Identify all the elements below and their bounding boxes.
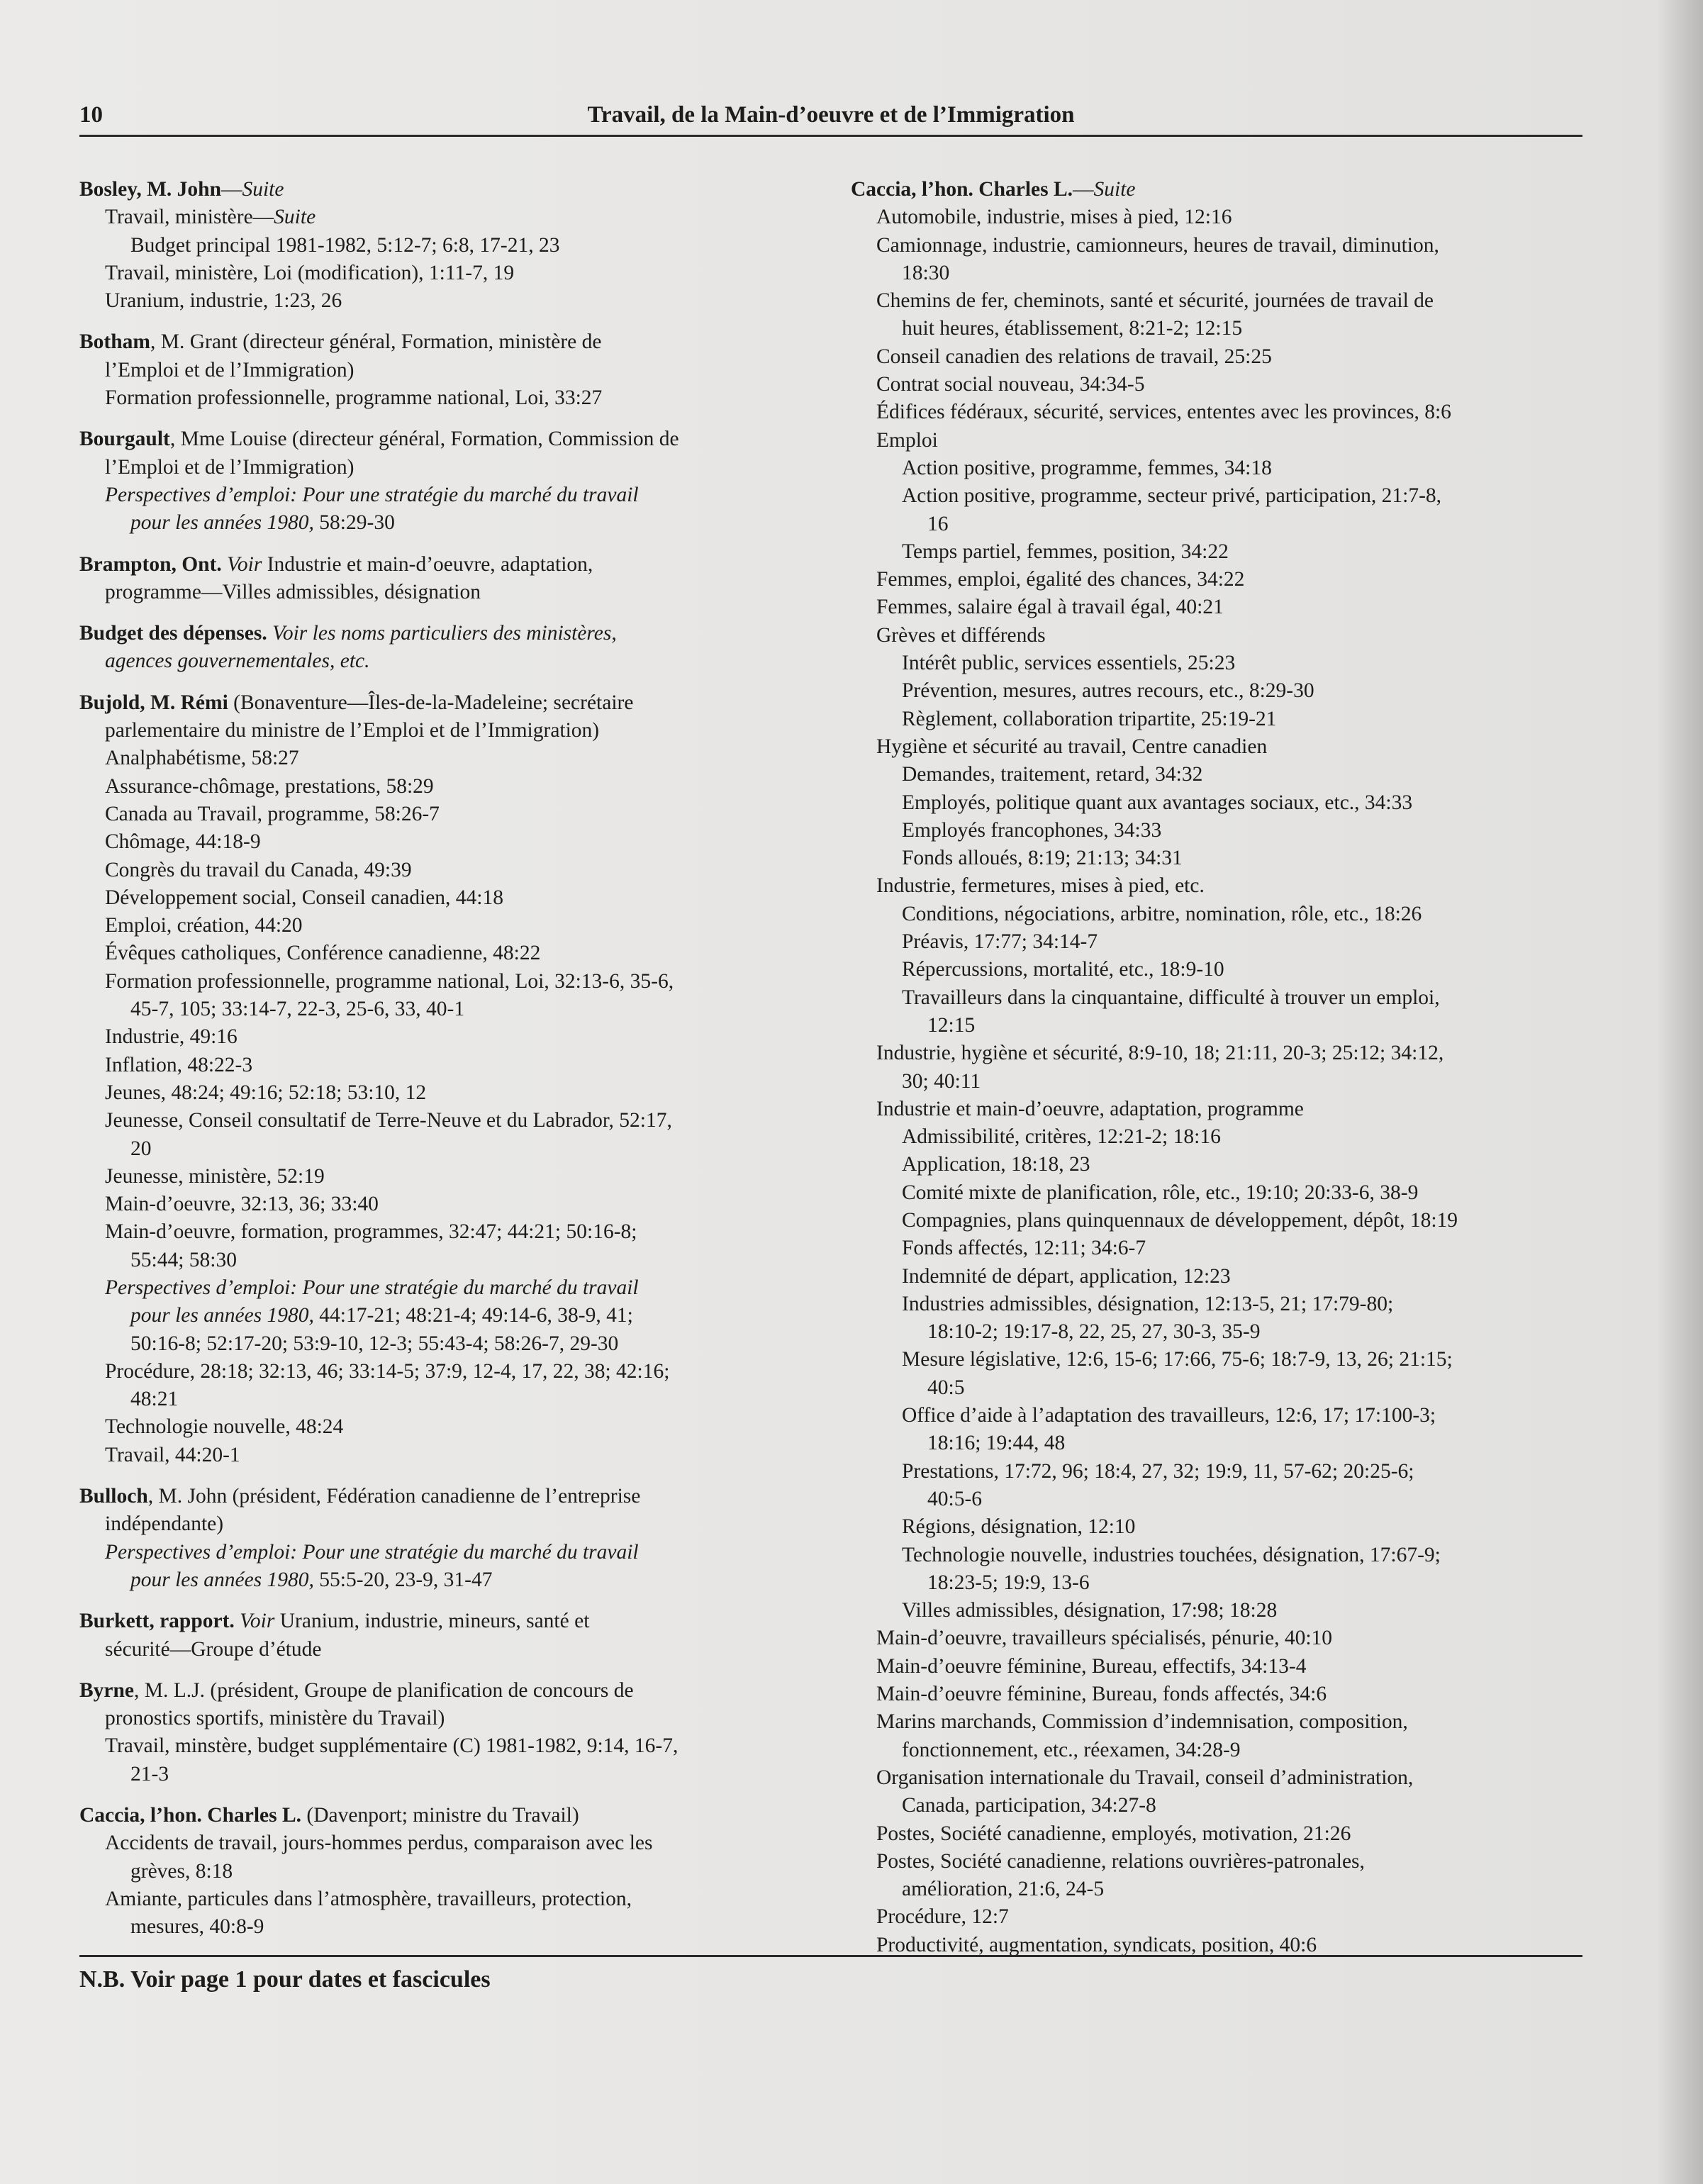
entry-subline <box>79 1302 817 1330</box>
entry-text: Industrie, 49:16 <box>105 1025 238 1049</box>
entry-subline <box>851 1569 1595 1597</box>
entry-text: 18:23-5; 19:9, 13-6 <box>927 1571 1090 1594</box>
entry-subline <box>851 817 1595 845</box>
index-entry <box>79 176 817 315</box>
entry-subline <box>79 357 817 384</box>
entry-text: Hygiène et sécurité au travail, Centre canadien <box>876 735 1268 758</box>
entry-subline <box>851 511 1595 538</box>
entry-headword: Byrne <box>79 1678 135 1702</box>
entry-subline <box>79 912 817 940</box>
entry-text: 50:16-8; 52:17-20; 53:9-10, 12-3; 55:43-4; 58:26-7, 29-30 <box>130 1332 619 1355</box>
entry-subline <box>851 1737 1595 1764</box>
entry-subline <box>851 706 1595 733</box>
italic-text: Suite <box>274 206 316 229</box>
entry-subline <box>79 1829 817 1857</box>
entry-subline <box>851 1486 1595 1513</box>
entry-text: Fonds alloués, 8:19; 21:13; 34:31 <box>902 847 1183 870</box>
entry-subline <box>851 928 1595 956</box>
entry-text: 45-7, 105; 33:14-7, 22-3, 25-6, 33, 40-1 <box>130 998 465 1021</box>
entry-subline <box>79 1247 817 1274</box>
entry-text: Prévention, mesures, autres recours, etc., 8:29-30 <box>902 679 1314 703</box>
entry-subline <box>851 1068 1595 1096</box>
entry-text: Application, 18:18, 23 <box>902 1153 1090 1176</box>
entry-text: Industrie et main-d’oeuvre, adaptation, programme <box>876 1097 1304 1120</box>
entry-subline <box>851 1820 1595 1848</box>
entry-subline <box>79 1274 817 1302</box>
index-entry <box>79 1802 817 1941</box>
footer-rule <box>79 1955 1582 1957</box>
entry-subline <box>79 940 817 967</box>
entry-text: 12:15 <box>927 1013 976 1037</box>
entry-text: Emploi, création, 44:20 <box>105 914 303 937</box>
entry-text: Inflation, 48:22-3 <box>105 1053 253 1076</box>
entry-text: Contrat social nouveau, 34:34-5 <box>876 373 1145 396</box>
entry-subline <box>79 204 817 231</box>
italic-text: pour les années 1980, <box>130 511 314 535</box>
entry-text: Femmes, emploi, égalité des chances, 34:22 <box>876 568 1245 591</box>
entry-subline <box>851 1903 1595 1931</box>
entry-subline <box>851 1681 1595 1708</box>
entry-text: Prestations, 17:72, 96; 18:4, 27, 32; 19:9, 11, 57-62; 20:25-6; <box>902 1459 1414 1483</box>
entry-text: Conseil canadien des relations de travail, 25:25 <box>876 345 1272 368</box>
entry-text: l’Emploi et de l’Immigration) <box>105 358 354 381</box>
entry-text: Régions, désignation, 12:10 <box>902 1515 1136 1539</box>
entry-subline <box>851 1291 1595 1318</box>
entry-subline <box>851 315 1595 342</box>
entry-text: Canada, participation, 34:27-8 <box>902 1794 1156 1817</box>
entry-text: Main-d’oeuvre, formation, programmes, 32:47; 44:21; 50:16-8; <box>105 1220 637 1244</box>
entry-headword: Botham <box>79 330 150 354</box>
entry-subline <box>79 1566 817 1594</box>
entry-subline <box>79 384 817 412</box>
entry-subline <box>851 1402 1595 1430</box>
entry-subline <box>79 1052 817 1079</box>
italic-text: Suite <box>242 178 284 201</box>
entry-subline <box>851 677 1595 705</box>
entry-subline <box>851 1764 1595 1792</box>
entry-heading-line <box>851 176 1595 204</box>
entry-text: 20 <box>130 1137 152 1160</box>
entry-subline <box>851 594 1595 621</box>
entry-subline <box>79 1636 817 1664</box>
entry-text: Uranium, industrie, 1:23, 26 <box>105 289 342 313</box>
entry-text: Jeunes, 48:24; 49:16; 52:18; 53:10, 12 <box>105 1081 427 1104</box>
entry-text: 40:5-6 <box>927 1487 983 1510</box>
entry-text: fonctionnement, etc., réexamen, 34:28-9 <box>902 1738 1241 1761</box>
italic-text: Voir les noms particuliers des ministères, <box>272 622 617 645</box>
entry-subline <box>851 1151 1595 1179</box>
entry-headword: Burkett, rapport. <box>79 1610 235 1633</box>
entry-text: Développement social, Conseil canadien, 44:18 <box>105 886 503 909</box>
entry-subline <box>851 1513 1595 1541</box>
page-number: 10 <box>79 102 103 128</box>
entry-text: 48:21 <box>130 1388 179 1411</box>
entry-text: Femmes, salaire égal à travail égal, 40:21 <box>876 596 1224 619</box>
entry-subline <box>79 260 817 287</box>
entry-headword: Caccia, l’hon. Charles L. <box>79 1804 302 1827</box>
index-entry <box>79 620 817 676</box>
entry-text: Canada au Travail, programme, 58:26-7 <box>105 802 440 825</box>
entry-headword: Bosley, M. John <box>79 178 221 201</box>
entry-text: Villes admissibles, désignation, 17:98; 18:28 <box>902 1599 1278 1622</box>
entry-heading-line <box>79 551 817 579</box>
entry-subline <box>851 1374 1595 1402</box>
entry-subline <box>851 232 1595 260</box>
entry-text: Temps partiel, femmes, position, 34:22 <box>902 540 1229 563</box>
footer-note: N.B. Voir page 1 pour dates et fascicules <box>79 1966 491 1993</box>
entry-text: (Bonaventure—Îles-de-la-Madeleine; secrétaire <box>228 691 634 714</box>
entry-text: Main-d’oeuvre féminine, Bureau, fonds affectés, 34:6 <box>876 1683 1327 1706</box>
index-entry <box>79 689 817 1469</box>
entry-subline <box>851 1625 1595 1652</box>
entry-text: Travail, ministère— <box>105 206 274 229</box>
entry-text: Employés francophones, 34:33 <box>902 818 1162 842</box>
running-title: Travail, de la Main-d’oeuvre et de l’Immigration <box>587 102 1075 128</box>
entry-subline <box>851 455 1595 482</box>
entry-text: Répercussions, mortalité, etc., 18:9-10 <box>902 958 1224 981</box>
entry-text: Main-d’oeuvre féminine, Bureau, effectifs, 34:13-4 <box>876 1654 1307 1678</box>
entry-subline <box>851 1235 1595 1262</box>
entry-subline <box>79 996 817 1023</box>
italic-text: Perspectives d’emploi: Pour une stratégie du marché du travail <box>105 1276 639 1299</box>
entry-text: 58:29-30 <box>313 511 395 535</box>
entry-heading-line <box>79 1608 817 1635</box>
entry-subline <box>79 1358 817 1386</box>
entry-text: 55:44; 58:30 <box>130 1248 237 1271</box>
entry-subline <box>79 1913 817 1941</box>
entry-text: Comité mixte de planification, rôle, etc., 19:10; 20:33-6, 38-9 <box>902 1181 1419 1204</box>
entry-text: Amiante, particules dans l’atmosphère, travailleurs, protection, <box>105 1887 632 1910</box>
entry-subline <box>79 828 817 856</box>
entry-subline <box>851 845 1595 872</box>
book-spine-shadow <box>1658 0 1703 2184</box>
entry-subline <box>851 1346 1595 1374</box>
entry-subline <box>79 579 817 606</box>
entry-headword: Budget des dépenses. <box>79 622 267 645</box>
entry-text: Productivité, augmentation, syndicats, position, 40:6 <box>876 1933 1317 1956</box>
entry-heading-line <box>79 689 817 717</box>
entry-subline <box>79 1510 817 1538</box>
entry-text: mesures, 40:8-9 <box>130 1915 264 1939</box>
entry-subline <box>79 509 817 537</box>
entry-text: programme—Villes admissibles, désignation <box>105 580 481 603</box>
entry-text: l’Emploi et de l’Immigration) <box>105 455 354 479</box>
entry-text: Employés, politique quant aux avantages sociaux, etc., 34:33 <box>902 791 1413 814</box>
index-entry <box>79 551 817 607</box>
left-column <box>79 176 817 1955</box>
entry-text: Fonds affectés, 12:11; 34:6-7 <box>902 1237 1146 1260</box>
entry-text: Évêques catholiques, Conférence canadienne, 48:22 <box>105 942 541 965</box>
entry-text: Mesure législative, 12:6, 15-6; 17:66, 75-6; 18:7-9, 13, 26; 21:15; <box>902 1348 1453 1371</box>
entry-subline <box>851 287 1595 315</box>
entry-text: Grèves et différends <box>876 623 1046 647</box>
entry-subline <box>851 1096 1595 1123</box>
entry-subline <box>851 1653 1595 1681</box>
entry-subline <box>851 733 1595 761</box>
entry-text: Indemnité de départ, application, 12:23 <box>902 1264 1231 1288</box>
entry-text: Action positive, programme, femmes, 34:18 <box>902 456 1272 479</box>
entry-subline <box>79 647 817 675</box>
entry-heading-line <box>79 620 817 647</box>
entry-text: — <box>220 178 242 201</box>
entry-subline <box>79 773 817 801</box>
entry-subline <box>79 1330 817 1358</box>
entry-subline <box>851 482 1595 510</box>
entry-subline <box>79 1732 817 1760</box>
entry-subline <box>851 399 1595 426</box>
entry-subline <box>79 287 817 315</box>
entry-text: Chômage, 44:18-9 <box>105 830 261 854</box>
entry-text: Travail, minstère, budget supplémentaire (C) 1981-1982, 9:14, 16-7, <box>105 1734 679 1758</box>
entry-subline <box>851 1123 1595 1151</box>
entry-heading-line <box>79 1483 817 1510</box>
entry-text: sécurité—Groupe d’étude <box>105 1637 322 1661</box>
entry-text: Formation professionnelle, programme national, Loi, 33:27 <box>105 386 603 410</box>
italic-text: Voir <box>240 1610 275 1633</box>
entry-text: , Mme Louise (directeur général, Formation, Commission de <box>169 428 679 451</box>
entry-subline <box>79 481 817 509</box>
entry-subline <box>851 1040 1595 1067</box>
entry-headword: Bourgault <box>79 428 170 451</box>
entry-heading-line <box>79 425 817 453</box>
entry-text: Office d’aide à l’adaptation des travailleurs, 12:6, 17; 17:100-3; <box>902 1404 1436 1427</box>
entry-text: Congrès du travail du Canada, 49:39 <box>105 858 412 881</box>
entry-subline <box>851 1179 1595 1207</box>
entry-subline <box>79 232 817 260</box>
entry-subline <box>851 901 1595 928</box>
index-entry <box>79 1608 817 1664</box>
entry-subline <box>851 566 1595 594</box>
entry-heading-line <box>79 1677 817 1705</box>
entry-text: Technologie nouvelle, 48:24 <box>105 1415 344 1439</box>
entry-subline <box>851 1318 1595 1346</box>
entry-subline <box>851 1542 1595 1569</box>
entry-text: Industrie, fermetures, mises à pied, etc. <box>876 874 1205 898</box>
entry-subline <box>851 622 1595 650</box>
entry-subline <box>79 1191 817 1218</box>
entry-text: 44:17-21; 48:21-4; 49:14-6, 38-9, 41; <box>313 1304 633 1327</box>
entry-text: (Davenport; ministre du Travail) <box>301 1804 579 1827</box>
entry-text: Main-d’oeuvre, travailleurs spécialisés, pénurie, 40:10 <box>876 1627 1333 1650</box>
entry-text: Assurance-chômage, prestations, 58:29 <box>105 774 434 798</box>
entry-headword: Caccia, l’hon. Charles L. <box>851 178 1073 201</box>
entry-text: Conditions, négociations, arbitre, nomination, rôle, etc., 18:26 <box>902 902 1422 925</box>
entry-text: Accidents de travail, jours-hommes perdus, comparaison avec les <box>105 1832 653 1855</box>
entry-subline <box>79 1858 817 1885</box>
entry-text: grèves, 8:18 <box>130 1859 233 1883</box>
entry-text: indépendante) <box>105 1512 224 1536</box>
entry-text: huit heures, établissement, 8:21-2; 12:15 <box>902 317 1243 340</box>
italic-text: pour les années 1980, <box>130 1568 314 1591</box>
entry-headword: Brampton, Ont. <box>79 552 222 576</box>
entry-text: parlementaire du ministre de l’Emploi et de l’Immigration) <box>105 719 600 742</box>
entry-headword: Bujold, M. Rémi <box>79 691 228 714</box>
entry-text: Industries admissibles, désignation, 12:13-5, 21; 17:79-80; <box>902 1292 1394 1315</box>
entry-subline <box>79 968 817 996</box>
entry-subline <box>851 343 1595 371</box>
entry-subline <box>79 1442 817 1469</box>
entry-subline <box>79 1386 817 1413</box>
entry-subline <box>851 956 1595 984</box>
entry-subline <box>851 872 1595 900</box>
entry-text: Main-d’oeuvre, 32:13, 36; 33:40 <box>105 1193 379 1216</box>
entry-subline <box>851 1876 1595 1903</box>
entry-subline <box>851 427 1595 455</box>
entry-text: Uranium, industrie, mineurs, santé et <box>274 1610 590 1633</box>
entry-text <box>267 622 272 645</box>
entry-subline <box>851 371 1595 399</box>
entry-subline <box>79 1761 817 1788</box>
entry-text: Industrie, hygiène et sécurité, 8:9-10, 18; 21:11, 20-3; 25:12; 34:12, <box>876 1042 1444 1065</box>
entry-subline <box>851 1597 1595 1625</box>
entry-text: 55:5-20, 23-9, 31-47 <box>313 1568 493 1591</box>
entry-subline <box>851 1430 1595 1457</box>
index-entry <box>79 328 817 412</box>
entry-text: , M. John (président, Fédération canadienne de l’entreprise <box>147 1485 641 1508</box>
entry-text: Jeunesse, ministère, 52:19 <box>105 1164 325 1188</box>
entry-text: Marins marchands, Commission d’indemnisation, composition, <box>876 1710 1408 1734</box>
entry-text: , M. L.J. (président, Groupe de planification de concours de <box>134 1678 634 1702</box>
entry-subline <box>79 1218 817 1246</box>
entry-text: Demandes, traitement, retard, 34:32 <box>902 763 1203 786</box>
entry-text: Formation professionnelle, programme national, Loi, 32:13-6, 35-6, <box>105 969 674 993</box>
entry-subline <box>851 1708 1595 1736</box>
entry-text: Automobile, industrie, mises à pied, 12:16 <box>876 206 1232 229</box>
italic-text: Voir <box>227 552 262 576</box>
entry-subline <box>79 857 817 884</box>
entry-subline <box>851 204 1595 231</box>
page-header <box>79 99 1582 137</box>
entry-text: Postes, Société canadienne, employés, motivation, 21:26 <box>876 1822 1351 1845</box>
entry-text: Emploi <box>876 428 938 452</box>
entry-subline <box>79 745 817 772</box>
index-entry <box>79 1677 817 1788</box>
entry-heading-line <box>79 1802 817 1829</box>
entry-text: Camionnage, industrie, camionneurs, heures de travail, diminution, <box>876 233 1439 257</box>
entry-text: Travail, 44:20-1 <box>105 1443 240 1466</box>
entry-text: 18:10-2; 19:17-8, 22, 25, 27, 30-3, 35-9 <box>927 1320 1261 1344</box>
right-column <box>851 176 1595 1973</box>
entry-text: Budget principal 1981-1982, 5:12-7; 6:8, 17-21, 23 <box>130 233 560 257</box>
entry-text: 30; 40:11 <box>902 1069 981 1093</box>
entry-text: Chemins de fer, cheminots, santé et sécurité, journées de travail de <box>876 289 1434 313</box>
entry-subline <box>79 801 817 828</box>
entry-text: Organisation internationale du Travail, conseil d’administration, <box>876 1766 1414 1789</box>
entry-subline <box>79 1023 817 1051</box>
entry-text: Procédure, 28:18; 32:13, 46; 33:14-5; 37:9, 12-4, 17, 22, 38; 42:16; <box>105 1359 670 1383</box>
entry-text: 16 <box>927 512 949 535</box>
entry-text: Jeunesse, Conseil consultatif de Terre-Neuve et du Labrador, 52:17, <box>105 1109 672 1132</box>
entry-subline <box>851 984 1595 1012</box>
entry-subline <box>79 1413 817 1441</box>
entry-text: Travail, ministère, Loi (modification), 1:11-7, 19 <box>105 261 515 284</box>
entry-text: Industrie et main-d’oeuvre, adaptation, <box>262 552 593 576</box>
entry-text: 18:16; 19:44, 48 <box>927 1432 1066 1455</box>
entry-subline <box>851 1848 1595 1876</box>
entry-text: Procédure, 12:7 <box>876 1905 1009 1929</box>
entry-text: 21-3 <box>130 1762 169 1785</box>
entry-subline <box>79 717 817 745</box>
entry-text: Intérêt public, services essentiels, 25:23 <box>902 652 1236 675</box>
entry-subline <box>79 1705 817 1732</box>
entry-text: pronostics sportifs, ministère du Travail) <box>105 1707 445 1730</box>
entry-subline <box>79 884 817 912</box>
entry-subline <box>79 1885 817 1913</box>
entry-subline <box>851 538 1595 566</box>
entry-text: Technologie nouvelle, industries touchées, désignation, 17:67-9; <box>902 1543 1441 1566</box>
entry-text: 18:30 <box>902 261 950 284</box>
italic-text: pour les années 1980, <box>130 1304 314 1327</box>
index-entry <box>79 425 817 537</box>
entry-text: , M. Grant (directeur général, Formation, ministère de <box>150 330 602 354</box>
italic-text: agences gouvernementales, etc. <box>105 650 370 673</box>
entry-text: Admissibilité, critères, 12:21-2; 18:16 <box>902 1125 1221 1149</box>
entry-subline <box>79 1107 817 1135</box>
entry-heading-line <box>79 176 817 204</box>
entry-text: 40:5 <box>927 1376 965 1399</box>
entry-text: Préavis, 17:77; 34:14-7 <box>902 930 1098 954</box>
italic-text: Suite <box>1093 178 1136 201</box>
entry-subline <box>851 1207 1595 1235</box>
entry-subline <box>851 1012 1595 1040</box>
entry-subline <box>79 1135 817 1163</box>
entry-text: Analphabétisme, 58:27 <box>105 747 299 770</box>
entry-headword: Bulloch <box>79 1485 148 1508</box>
index-entry <box>79 1483 817 1594</box>
entry-subline <box>79 454 817 481</box>
entry-text: Postes, Société canadienne, relations ouvrières-patronales, <box>876 1849 1365 1873</box>
entry-subline <box>79 1079 817 1107</box>
entry-subline <box>851 1263 1595 1291</box>
entry-text: Action positive, programme, secteur privé, participation, 21:7-8, <box>902 484 1442 508</box>
entry-subline <box>851 260 1595 287</box>
entry-subline <box>851 789 1595 817</box>
entry-subline <box>851 650 1595 677</box>
index-entry <box>851 176 1595 1959</box>
italic-text: Perspectives d’emploi: Pour une stratégie du marché du travail <box>105 1540 639 1564</box>
entry-text: Règlement, collaboration tripartite, 25:19-21 <box>902 707 1277 730</box>
entry-subline <box>851 761 1595 789</box>
entry-text: amélioration, 21:6, 24-5 <box>902 1878 1105 1901</box>
italic-text: Perspectives d’emploi: Pour une stratégie du marché du travail <box>105 483 639 506</box>
entry-text: Édifices fédéraux, sécurité, services, ententes avec les provinces, 8:6 <box>876 401 1451 424</box>
entry-text: Compagnies, plans quinquennaux de développement, dépôt, 18:19 <box>902 1208 1458 1232</box>
entry-subline <box>79 1163 817 1191</box>
entry-text: — <box>1073 178 1094 201</box>
entry-subline <box>851 1458 1595 1486</box>
entry-text: Travailleurs dans la cinquantaine, difficulté à trouver un emploi, <box>902 986 1440 1009</box>
entry-heading-line <box>79 328 817 356</box>
entry-subline <box>79 1539 817 1566</box>
entry-subline <box>851 1792 1595 1820</box>
